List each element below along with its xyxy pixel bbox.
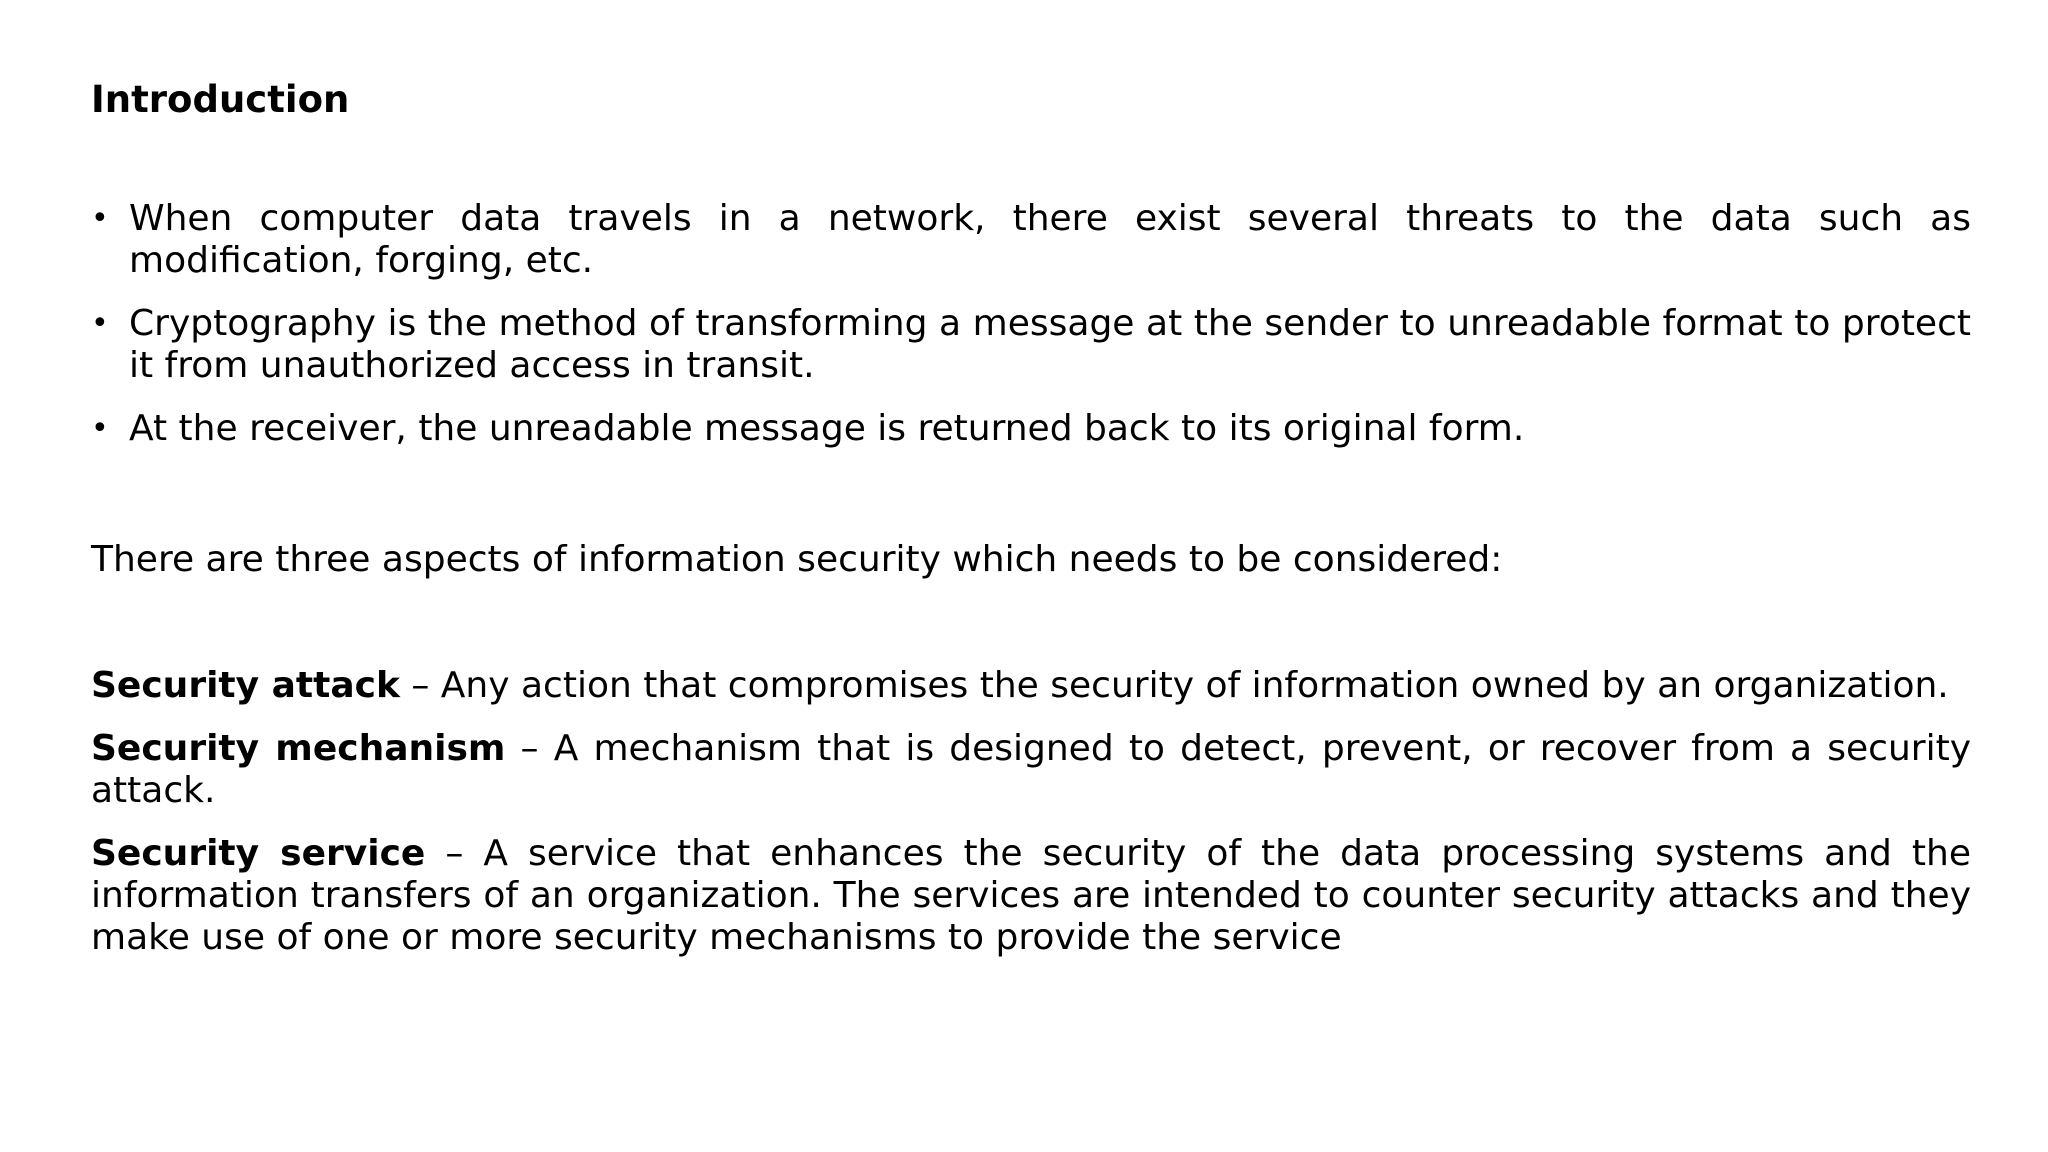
aspect-definition: A service that enhances the security of the data processing systems and the information transfers of an organization. The services are intended to counter security attacks and they make use of one or more security mechanisms to provide the service — [91, 833, 1971, 958]
aspect-term: Security mechanism — [91, 728, 506, 769]
aspect-definition: Any action that compromises the security of information owned by an organization. — [440, 665, 1949, 706]
aspect-separator: – — [505, 728, 554, 769]
aspect-security-mechanism — [91, 728, 1971, 812]
aspects-intro: There are three aspects of information security which needs to be considered: — [91, 539, 1503, 580]
bullet-item — [91, 303, 1971, 387]
bullet-list — [91, 198, 1971, 471]
aspect-term: Security attack — [91, 665, 400, 706]
aspect-security-service — [91, 833, 1971, 959]
bullet-dot-icon: • — [91, 411, 109, 446]
bullet-dot-icon: • — [91, 201, 109, 236]
slide-heading: Introduction — [91, 78, 350, 121]
aspect-term: Security service — [91, 833, 426, 874]
bullet-item — [91, 408, 1971, 450]
aspect-security-attack — [91, 665, 1971, 707]
bullet-text: When computer data travels in a network, there exist several threats to the data such as modification, forging, etc. — [129, 198, 1971, 281]
bullet-text: At the receiver, the unreadable message is returned back to its original form. — [129, 408, 1525, 449]
aspect-separator: – — [425, 833, 484, 874]
slide — [91, 0, 1971, 1152]
aspect-definition: A mechanism that is designed to detect, prevent, or recover from a security attack. — [91, 728, 1971, 811]
bullet-text: Cryptography is the method of transforming a message at the sender to unreadable format to protect it from unauthorized access in transit. — [129, 303, 1971, 386]
bullet-item — [91, 198, 1971, 282]
aspect-separator: – — [399, 665, 441, 706]
bullet-dot-icon: • — [91, 306, 109, 341]
aspects-list — [91, 665, 1971, 980]
